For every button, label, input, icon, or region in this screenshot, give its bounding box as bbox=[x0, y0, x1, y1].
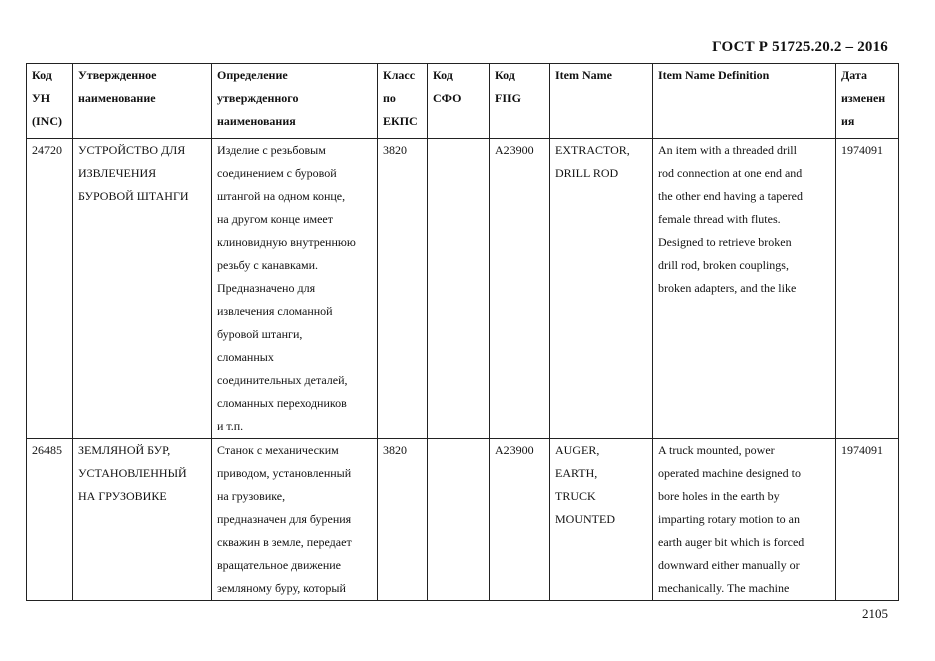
cell-item-name-definition: An item with a threaded drill rod connection at one end and the other end having a tapered female thread with flutes. Designed to retrieve broken drill rod, broken couplings, broken adapters, and the like bbox=[653, 139, 836, 439]
cell-approved-name: ЗЕМЛЯНОЙ БУР, УСТАНОВЛЕННЫЙ НА ГРУЗОВИКЕ bbox=[73, 439, 212, 601]
cell-sfo bbox=[428, 139, 490, 439]
cell-definition: Станок с механическим приводом, установленный на грузовике, предназначен для бурения скважин в земле, передает вращательное движение земляному буру, который bbox=[212, 439, 378, 601]
cell-definition: Изделие с резьбовым соединением с буровой штангой на одном конце, на другом конце имеет клиновидную внутреннюю резьбу с канавками. Предназначено для извлечения сломанной буровой штанги, сломанных соединительных деталей, сломанных переходников и т.п. bbox=[212, 139, 378, 439]
cell-fiig: A23900 bbox=[490, 139, 550, 439]
column-header-sfo: Код СФО bbox=[428, 64, 490, 139]
cell-inc: 26485 bbox=[27, 439, 73, 601]
cell-class: 3820 bbox=[378, 439, 428, 601]
page-number: 2105 bbox=[862, 606, 888, 621]
column-header-fiig: Код FIIG bbox=[490, 64, 550, 139]
column-header-item-name-definition: Item Name Definition bbox=[653, 64, 836, 139]
cell-item-name-definition: A truck mounted, power operated machine designed to bore holes in the earth by imparting rotary motion to an earth auger bit which is forced downward either manually or mechanically. The machine bbox=[653, 439, 836, 601]
cell-approved-name: УСТРОЙСТВО ДЛЯ ИЗВЛЕЧЕНИЯ БУРОВОЙ ШТАНГИ bbox=[73, 139, 212, 439]
column-header-item-name: Item Name bbox=[550, 64, 653, 139]
cell-fiig: A23900 bbox=[490, 439, 550, 601]
cell-item-name: AUGER, EARTH, TRUCK MOUNTED bbox=[550, 439, 653, 601]
table-header-row bbox=[27, 64, 899, 139]
cell-class: 3820 bbox=[378, 139, 428, 439]
cell-sfo bbox=[428, 439, 490, 601]
column-header-date: Дата изменен ия bbox=[836, 64, 899, 139]
column-header-inc: Код УН (INC) bbox=[27, 64, 73, 139]
document-standard-title: ГОСТ Р 51725.20.2 – 2016 bbox=[712, 39, 888, 55]
column-header-class: Класс по ЕКПС bbox=[378, 64, 428, 139]
cell-inc: 24720 bbox=[27, 139, 73, 439]
table-row bbox=[27, 139, 899, 439]
column-header-definition: Определение утвержденного наименования bbox=[212, 64, 378, 139]
cell-date: 1974091 bbox=[836, 439, 899, 601]
table-row bbox=[27, 439, 899, 601]
item-name-table bbox=[26, 63, 899, 601]
cell-date: 1974091 bbox=[836, 139, 899, 439]
column-header-approved-name: Утвержденное наименование bbox=[73, 64, 212, 139]
cell-item-name: EXTRACTOR, DRILL ROD bbox=[550, 139, 653, 439]
